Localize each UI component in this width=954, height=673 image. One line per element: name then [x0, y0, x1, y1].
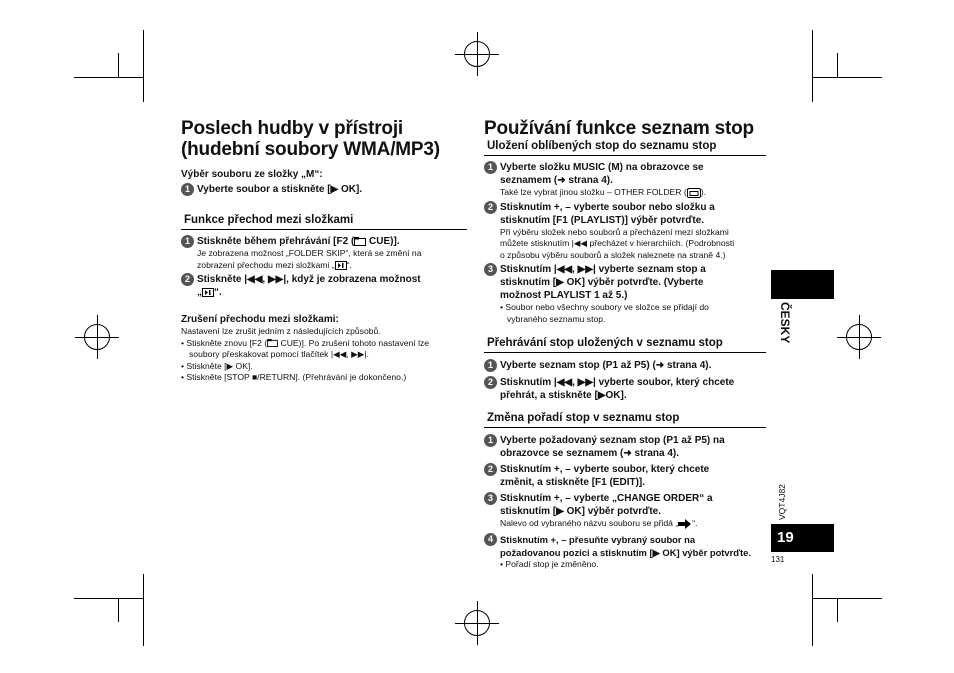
crop-mark: [74, 598, 144, 599]
section-heading-folder-skip: Funkce přechod mezi složkami: [181, 214, 467, 230]
right-title: Používání funkce seznam stop: [484, 118, 754, 139]
other-folder-icon: [687, 188, 701, 198]
step-number: 1: [484, 161, 497, 174]
step-number: 2: [484, 463, 497, 476]
crop-mark: [74, 77, 144, 78]
crop-mark: [812, 77, 882, 78]
step-number: 1: [484, 359, 497, 372]
registration-mark: [84, 324, 110, 350]
play-step-2: 2 Stisknutím |◀◀, ▶▶| vyberte soubor, který chcete přehrát, a stiskněte [▶OK].: [484, 376, 766, 402]
step-number: 2: [181, 273, 194, 286]
crop-mark: [812, 598, 882, 599]
section-heading-play-playlist: Přehrávání stop uložených v seznamu stop: [484, 337, 766, 353]
folder-icon: [267, 339, 278, 347]
crop-mark: [118, 53, 119, 77]
save-step-2: 2 Stisknutím +, – vyberte soubor nebo složku a stisknutím [F1 (PLAYLIST)] výběr potvrďte. Při výběru složek nebo souborů a přecházení mezi složkami můžete stisknutím |◀◀ přecházet v hierarchiích. (Podrobnosti o způsobu výběru souborů a složek naleznete na straně 4.): [484, 201, 766, 262]
folder-icon: [354, 237, 366, 246]
move-arrow-icon: [678, 519, 692, 529]
order-step-1: 1 Vyberte požadovaný seznam stop (P1 až P5) na obrazovce se seznamem (➜ strana 4).: [484, 434, 766, 460]
cancel-bullet-2: • Stiskněte [▶ OK].: [181, 360, 253, 371]
registration-mark: [846, 324, 872, 350]
step-number: 1: [181, 183, 194, 196]
cancel-bullet-1: • Stiskněte znovu [F2 ( CUE)]. Po zrušení tohoto nastavení lze: [181, 337, 430, 348]
registration-mark: [464, 610, 490, 636]
play-step-1: 1 Vyberte seznam stop (P1 až P5) (➜ strana 4).: [484, 359, 766, 372]
page-number-small: 131: [771, 555, 785, 564]
crop-mark: [837, 53, 838, 77]
crop-mark: [812, 574, 813, 646]
page-number: 19: [771, 524, 834, 552]
section-heading-change-order: Změna pořadí stop v seznamu stop: [484, 412, 766, 428]
step-number: 3: [484, 492, 497, 505]
crop-mark: [143, 574, 144, 646]
left-title: Poslech hudby v přístroji (hudební soubory WMA/MP3): [181, 118, 440, 160]
order-step-4: 4 Stisknutím +, – přesuňte vybraný soubor na požadovanou pozici a stisknutím [▶ OK] výběr potvrďte. • Pořadí stop je změněno.: [484, 533, 766, 571]
folder-skip-icon: [335, 261, 347, 270]
cancel-bullet-3: • Stiskněte [STOP ■/RETURN]. (Přehrávání je dokončeno.): [181, 372, 407, 382]
crop-mark: [118, 598, 119, 622]
registration-mark: [464, 41, 490, 67]
crop-mark: [837, 598, 838, 622]
intro-text: Výběr souboru ze složky „M“:: [181, 169, 323, 180]
folder-skip-step-2: 2 Stiskněte |◀◀, ▶▶|, když je zobrazena možnost „ “.: [181, 273, 467, 299]
step-number: 3: [484, 263, 497, 276]
crop-mark: [812, 30, 813, 102]
save-step-3: 3 Stisknutím |◀◀, ▶▶| vyberte seznam stop a stisknutím [▶ OK] výběr potvrďte. (Vyberte možnost PLAYLIST 1 až 5.) • Soubor nebo všechny soubory ve složce se přidají do vybraného seznamu stop.: [484, 263, 766, 325]
order-step-2: 2 Stisknutím +, – vyberte soubor, který chcete změnit, a stiskněte [F1 (EDIT)].: [484, 463, 766, 489]
document-code: VQT4J82: [777, 484, 787, 520]
cancel-intro: Nastavení lze zrušit jedním z následujících způsobů.: [181, 326, 381, 336]
step-number: 1: [484, 434, 497, 447]
section-heading-save-playlist: Uložení oblíbených stop do seznamu stop: [484, 140, 766, 156]
intro-step-1: 1 Vyberte soubor a stiskněte [▶ OK].: [181, 183, 467, 196]
order-step-3: 3 Stisknutím +, – vyberte „CHANGE ORDER“ a stisknutím [▶ OK] výběr potvrďte. Nalevo od vybraného názvu souboru se přidá „ “.: [484, 492, 766, 530]
step-number: 2: [484, 201, 497, 214]
side-tab-marker: [771, 270, 834, 299]
crop-mark: [143, 30, 144, 102]
step-number: 2: [484, 376, 497, 389]
left-column: Poslech hudby v přístroji (hudební soubory WMA/MP3) Výběr souboru ze složky „M“: 1 Vyberte soubor a stiskněte [▶ OK]. Funkce přechod mezi složkami 1 Stiskněte během přehrávání [F2 ( CUE)]. Je zobrazena možnost „FOLDER SKIP“, která se změní na zobrazení přechodu mezi složkami „ “. 2 Stiskněte |◀◀, ▶▶|, když je zobrazena možnost „ “. Zrušení přechodu mezi složkami: Nastavení lze zrušit jedním z následujících způsobů. • Stiskněte znovu [F2 ( CUE)]. Po zrušení tohoto nastavení lze soubory přeskakovat pomocí tlačítek |◀◀, ▶▶|. • Stiskněte [▶ OK]. • Stiskněte [STOP ■/RETURN]. (Přehrávání je dokončeno.): [181, 118, 467, 384]
step-number: 1: [181, 235, 194, 248]
folder-skip-icon: [202, 288, 214, 297]
cancel-heading: Zrušení přechodu mezi složkami:: [181, 314, 339, 325]
right-column: [484, 118, 766, 570]
save-step-1: 1 Vyberte složku MUSIC (M) na obrazovce se seznamem (➜ strana 4). Také lze vybrat jinou složku – OTHER FOLDER ( ).: [484, 161, 766, 199]
language-label: ČESKY: [778, 302, 792, 344]
folder-skip-step-1: 1 Stiskněte během přehrávání [F2 ( CUE)]. Je zobrazena možnost „FOLDER SKIP“, která se změní na zobrazení přechodu mezi složkami „ “.: [181, 235, 467, 271]
step-number: 4: [484, 533, 497, 546]
